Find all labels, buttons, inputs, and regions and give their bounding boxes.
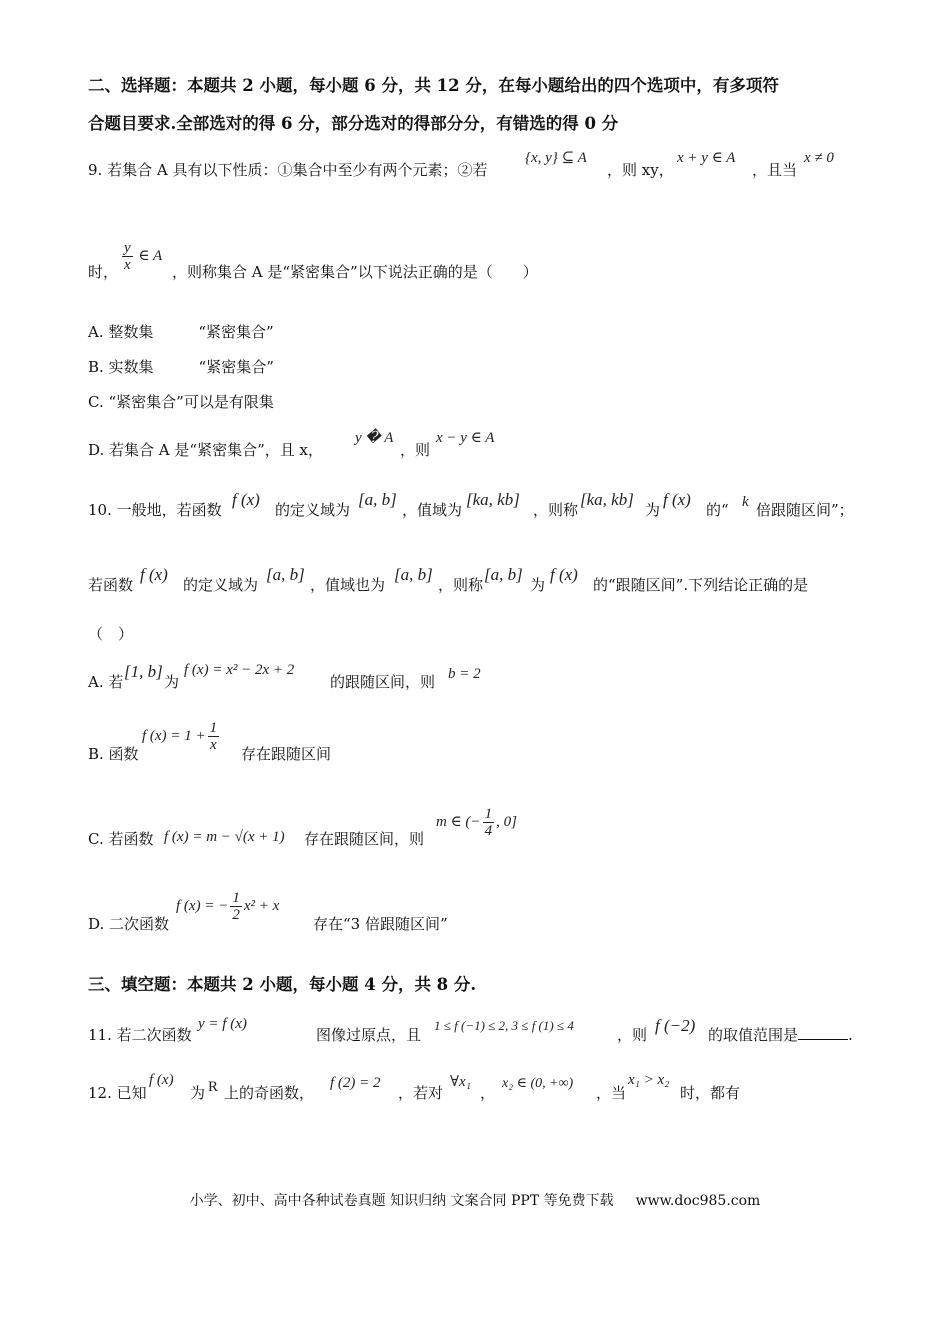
q11-d (708, 1025, 853, 1045)
q10-line2-fx: f (x) (140, 565, 168, 584)
q10-line1-e: 为 (645, 501, 661, 519)
q9-stem-line1 (88, 160, 487, 180)
q12-d: ，若对 (398, 1084, 444, 1102)
q10-line2-fx2: f (x) (550, 565, 578, 584)
q10-option-d-num: 1 (232, 890, 240, 906)
q9-math-in: ∈ A (138, 247, 163, 264)
q11-end: . (848, 1026, 853, 1044)
q10-option-d-tail: x² + x (243, 897, 280, 914)
q10-option-b-f: f (x) = 1 + (142, 727, 206, 744)
q12-math1: f (x) (149, 1072, 174, 1088)
q10-paren: （ ） (88, 625, 134, 643)
q12-c: 上的奇函数， (224, 1084, 315, 1102)
q9-math-ne: x ≠ 0 (804, 150, 834, 166)
section2-heading-line2: 合题目要求.全部选对的得 6 分，部分选对的得部分分，有错选的得 0 分 (88, 114, 619, 133)
q9-stem-d: 时， (88, 263, 119, 281)
q10-line1-g: 倍跟随区间”； (756, 501, 854, 519)
q11-a: 11. 若二次函数 (88, 1026, 192, 1044)
page-footer (0, 1190, 950, 1210)
q9-option-d-b: ，则 (400, 441, 431, 459)
q10-option-c-tail: , 0] (496, 813, 517, 830)
q11-math3: f (−2) (655, 1016, 696, 1035)
q10-line2-ab: [a, b] (266, 565, 305, 584)
q10-option-d-a: D. 二次函数 (88, 915, 170, 933)
q10-line1-fx2: f (x) (663, 490, 691, 509)
q10-option-b-a: B. 函数 (88, 745, 139, 763)
section3-heading: 三、填空题：本题共 2 小题，每小题 4 分，共 8 分. (88, 975, 477, 994)
q10-option-c-a: C. 若函数 (88, 830, 154, 848)
q9-stem-e: ，则称集合 A 是“紧密集合”以下说法正确的是（ ） (172, 263, 538, 281)
q10-line2-b: 的定义域为 (183, 576, 259, 594)
section2-heading-line1: 二、选择题：本题共 2 小题，每小题 6 分，共 12 分，在每小题给出的四个选项中，有多项符 (88, 76, 779, 95)
q10-line1-b: 的定义域为 (275, 501, 351, 519)
q10-line1-fx: f (x) (232, 490, 260, 509)
q10-line1-kakb: [ka, kb] (466, 490, 520, 509)
q12-math4: x₂ ∈ (0, +∞) (502, 1076, 574, 1091)
q10-line1-k: k (742, 494, 749, 510)
q10-line1-a: 10. 一般地，若函数 (88, 501, 222, 519)
q12-g: 时，都有 (680, 1084, 741, 1102)
q10-option-d-f: f (x) = − (176, 897, 229, 914)
q12-e: ， (480, 1084, 496, 1102)
q10-option-c-num: 1 (484, 806, 493, 822)
q10-option-b-b: 存在跟随区间 (241, 745, 332, 763)
q9-fraction (120, 240, 162, 273)
q10-option-a-interval: [1, b] (124, 662, 163, 681)
q9-stem-a: 9. 若集合 A 具有以下性质：①集合中至少有两个元素；②若 (88, 161, 488, 179)
q10-line1-c: ，值域为 (402, 501, 463, 519)
q12-b: 为 (190, 1084, 206, 1102)
q9-option-a: A. 整数集 “紧密集合” (88, 323, 274, 341)
q10-line1-kakb2: [ka, kb] (580, 490, 634, 509)
q11-b: 图像过原点，且 (316, 1026, 422, 1044)
q10-line2-d: ，则称 (438, 576, 484, 594)
q11-answer-blank[interactable] (798, 1025, 848, 1040)
q10-option-c-den: 4 (484, 823, 493, 839)
q12-R: R (208, 1079, 219, 1095)
q9-option-c: C. “紧密集合”可以是有限集 (88, 393, 274, 411)
q10-line2-e: 为 (530, 576, 546, 594)
q9-frac-num: y (124, 240, 131, 256)
q10-option-a-b: 为 (164, 673, 180, 691)
q10-option-a-a: A. 若 (88, 673, 124, 691)
q10-line1-ab: [a, b] (358, 490, 397, 509)
q9-option-d-math2: x − y ∈ A (436, 430, 495, 446)
q9-stem-c: ，且当 (752, 161, 798, 179)
q10-line2-a: 若函数 (88, 576, 134, 594)
q10-option-b-num: 1 (209, 720, 218, 736)
q10-line2-ab3: [a, b] (484, 565, 523, 584)
q9-option-d-a: D. 若集合 A 是“紧密集合”，且 x， (88, 441, 323, 459)
q10-option-b-den: x (209, 737, 217, 753)
q9-option-d-math1: y � A (355, 430, 394, 446)
q9-option-b: B. 实数集 “紧密集合” (88, 358, 274, 376)
q10-option-a-func: f (x) = x² − 2x + 2 (184, 662, 295, 678)
q11-math1: y = f (x) (198, 1016, 247, 1032)
q9-frac-den: x (124, 257, 131, 273)
q11-math2: 1 ≤ f (−1) ≤ 2, 3 ≤ f (1) ≤ 4 (434, 1018, 574, 1033)
q9-math-sum: x + y ∈ A (677, 150, 736, 166)
q10-line2-ab2: [a, b] (394, 565, 433, 584)
q11-c: ，则 (617, 1026, 648, 1044)
footer-text: 小学、初中、高中各种试卷真题 知识归纳 文案合同 PPT 等免费下载 (189, 1193, 614, 1209)
q10-option-c-range (436, 806, 517, 839)
q10-option-d-b: 存在“3 倍跟随区间” (313, 915, 448, 933)
q10-option-c-b: 存在跟随区间，则 (304, 830, 425, 848)
q10-option-a-val: b = 2 (448, 666, 481, 682)
q10-option-d-den: 2 (232, 907, 240, 923)
q12-math3: ∀x₁ (450, 1074, 471, 1090)
q10-option-b-func (142, 720, 221, 753)
q10-option-a-c: 的跟随区间，则 (330, 673, 436, 691)
q10-line1-d: ，则称 (533, 501, 579, 519)
q10-option-c-func: f (x) = m − √(x + 1) (164, 829, 285, 845)
q10-line2-c: ，值域也为 (310, 576, 386, 594)
q11-d-text: 的取值范围是 (708, 1026, 799, 1044)
q12-f: ，当 (596, 1084, 627, 1102)
footer-url[interactable]: www.doc985.com (635, 1193, 761, 1209)
q12-math2: f (2) = 2 (330, 1075, 381, 1091)
q9-math-subset: {x, y} ⊆ A (525, 150, 587, 166)
q12-a: 12. 已知 (88, 1084, 147, 1102)
q10-line2-f: 的“跟随区间”.下列结论正确的是 (593, 576, 809, 594)
q10-option-d-func (176, 890, 279, 923)
q9-stem-b: ，则 xy， (607, 161, 674, 179)
q12-math5: x₁ > x₂ (628, 1072, 670, 1088)
q10-line1-f: 的“ (706, 501, 729, 519)
q10-option-c-m: m ∈ (− (436, 813, 481, 830)
